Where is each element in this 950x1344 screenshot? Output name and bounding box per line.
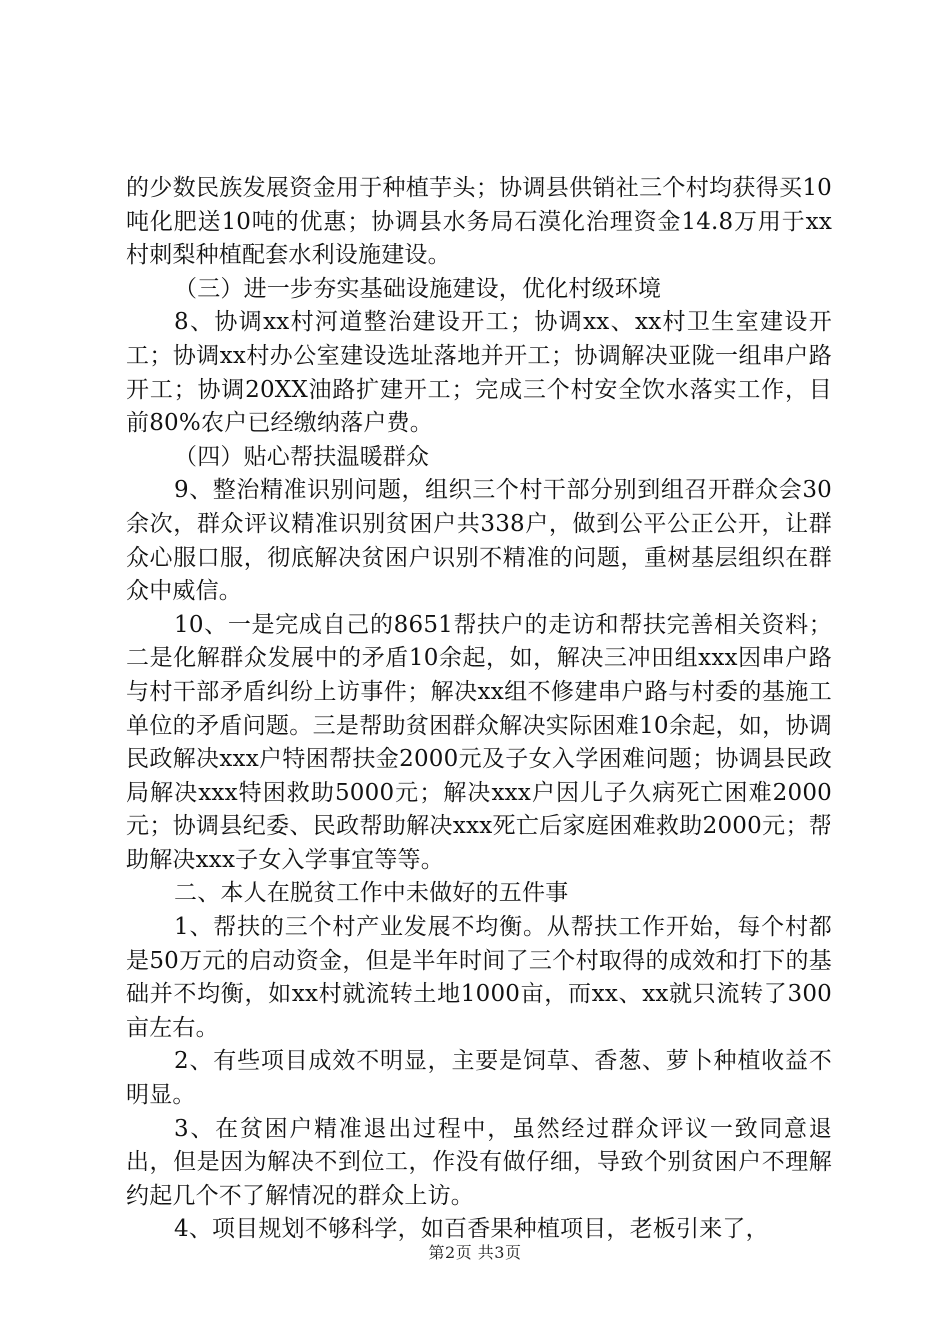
page-footer: 第2页 共3页 bbox=[428, 1243, 522, 1262]
section-heading-3: （三）进一步夯实基础设施建设，优化村级环境 bbox=[174, 275, 662, 302]
paragraph-item-10: 10、一是完成自己的8651帮扶户的走访和帮扶完善相关资料；二是化解群众发展中的矛盾10余起，如，解决三冲田组xxx因串户路与村干部矛盾纠纷上访事件；解决xx组不修建串户路与村委的基施工单位的矛盾问题。三是帮助贫困群众解决实际困难10余起，如，协调民政解决xxx户特困帮扶金2000元及子女入学困难问题；协调县民政局解决xxx特困救助5000元；解决xxx户因儿子久病死亡困难2000元；协调县纪委、民政帮助解决xxx死亡后家庭困难救助2000元；帮助解决xxx子女入学事宜等等。 bbox=[126, 611, 832, 873]
paragraph-issue-1: 1、帮扶的三个村产业发展不均衡。从帮扶工作开始，每个村都是50万元的启动资金，但是半年时间了三个村取得的成效和打下的基础并不均衡，如xx村就流转土地1000亩，而xx、xx就只流转了300亩左右。 bbox=[126, 914, 832, 1041]
paragraph-item-8: 8、协调xx村河道整治建设开工；协调xx、xx村卫生室建设开工；协调xx村办公室建设选址落地并开工；协调解决亚陇一组串户路开工；协调20XX油路扩建开工；完成三个村安全饮水落实工作，目前80%农户已经缴纳落户费。 bbox=[126, 309, 832, 437]
document-body bbox=[126, 172, 832, 1247]
paragraph-issue-4: 4、项目规划不够科学，如百香果种植项目，老板引来了， bbox=[174, 1216, 769, 1243]
paragraph-issue-2: 2、有些项目成效不明显，主要是饲草、香葱、萝卜种植收益不明显。 bbox=[126, 1048, 832, 1109]
paragraph-issue-3: 3、在贫困户精准退出过程中，虽然经过群众评议一致同意退出，但是因为解决不到位工，作没有做仔细，导致个别贫困户不理解约起几个不了解情况的群众上访。 bbox=[126, 1115, 832, 1209]
section-heading-part-2: 二、本人在脱贫工作中未做好的五件事 bbox=[174, 880, 569, 907]
paragraph-continuation: 的少数民族发展资金用于种植芋头；协调县供销社三个村均获得买10吨化肥送10吨的优惠；协调县水务局石漠化治理资金14.8万用于xx村刺梨种植配套水利设施建设。 bbox=[126, 175, 832, 269]
section-heading-4: （四）贴心帮扶温暖群众 bbox=[174, 443, 430, 470]
paragraph-item-9: 9、整治精准识别问题，组织三个村干部分别到组召开群众会30余次，群众评议精准识别贫困户共338户，做到公平公正公开，让群众心服口服，彻底解决贫困户识别不精准的问题，重树基层组织在群众中威信。 bbox=[126, 477, 832, 605]
